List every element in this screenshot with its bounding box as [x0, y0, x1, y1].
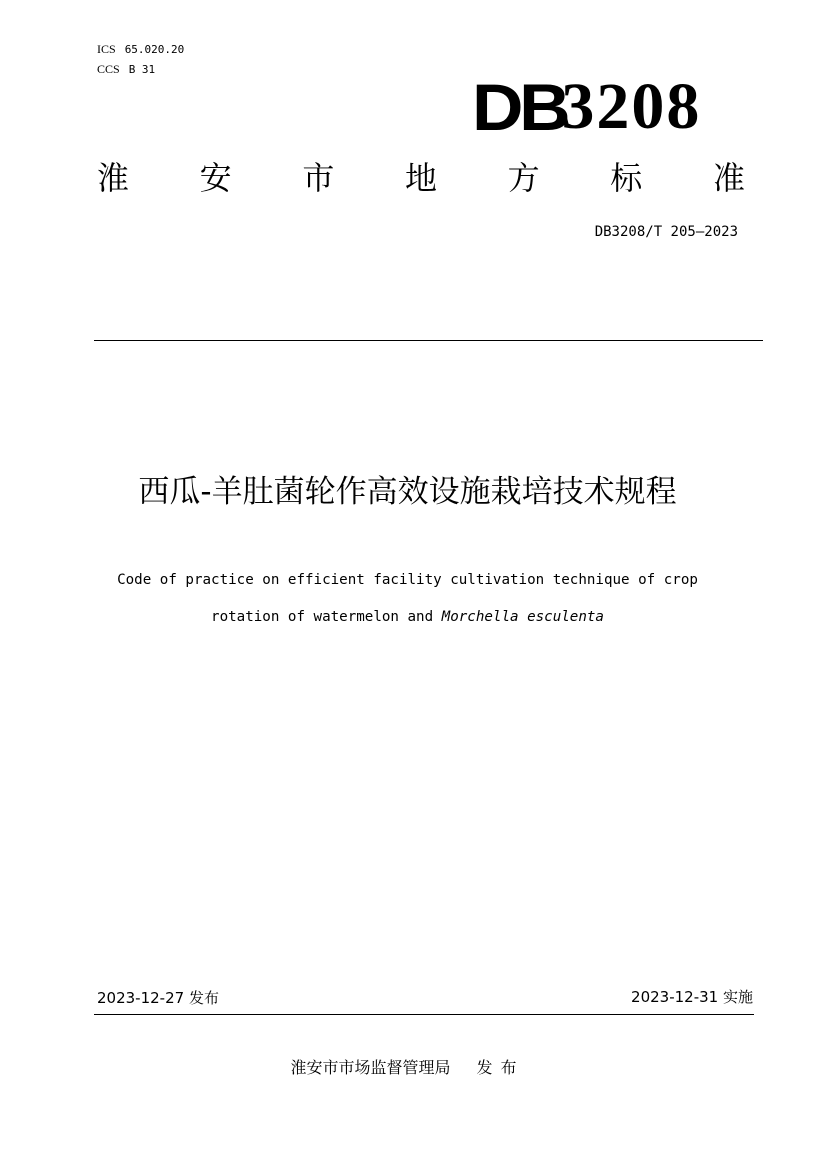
standard-number: DB3208/T 205—2023	[594, 224, 738, 240]
standard-type-char: 方	[507, 159, 540, 197]
logo-prefix: DB	[472, 70, 567, 144]
issuer-name: 淮安市市场监督管理局	[290, 1058, 451, 1077]
db-logo	[472, 72, 701, 142]
issuing-authority	[0, 1057, 815, 1079]
header-divider	[94, 340, 763, 341]
standard-type-char: 市	[302, 159, 335, 197]
document-title-en-line2	[0, 607, 815, 627]
standard-type-char: 准	[712, 159, 745, 197]
ccs-classification	[97, 62, 155, 77]
standard-type-char: 地	[404, 159, 437, 197]
document-title-cn: 西瓜-羊肚菌轮作高效设施栽培技术规程	[138, 474, 677, 510]
standard-type-char: 标	[610, 159, 643, 197]
ics-label: ICS	[97, 42, 116, 56]
footer-divider	[94, 1014, 754, 1015]
ics-code: 65.020.20	[124, 43, 185, 56]
issuer-action: 发布	[476, 1058, 525, 1077]
implementation-date: 2023-12-31 实施	[631, 988, 753, 1006]
title-en-line2-prefix: rotation of watermelon and	[211, 609, 442, 625]
ccs-code: B 31	[128, 63, 156, 76]
document-title-en-line1: Code of practice on efficient facility cultivation technique of crop	[117, 572, 698, 588]
ccs-label: CCS	[97, 62, 120, 76]
publish-date: 2023-12-27 发布	[97, 989, 219, 1007]
logo-number: 3208	[561, 70, 702, 143]
title-en-species: Morchella esculenta	[441, 609, 604, 625]
standard-type-char: 安	[199, 159, 232, 197]
ics-classification	[97, 42, 184, 57]
standard-type-heading	[97, 158, 745, 198]
standard-type-char: 淮	[97, 159, 130, 197]
